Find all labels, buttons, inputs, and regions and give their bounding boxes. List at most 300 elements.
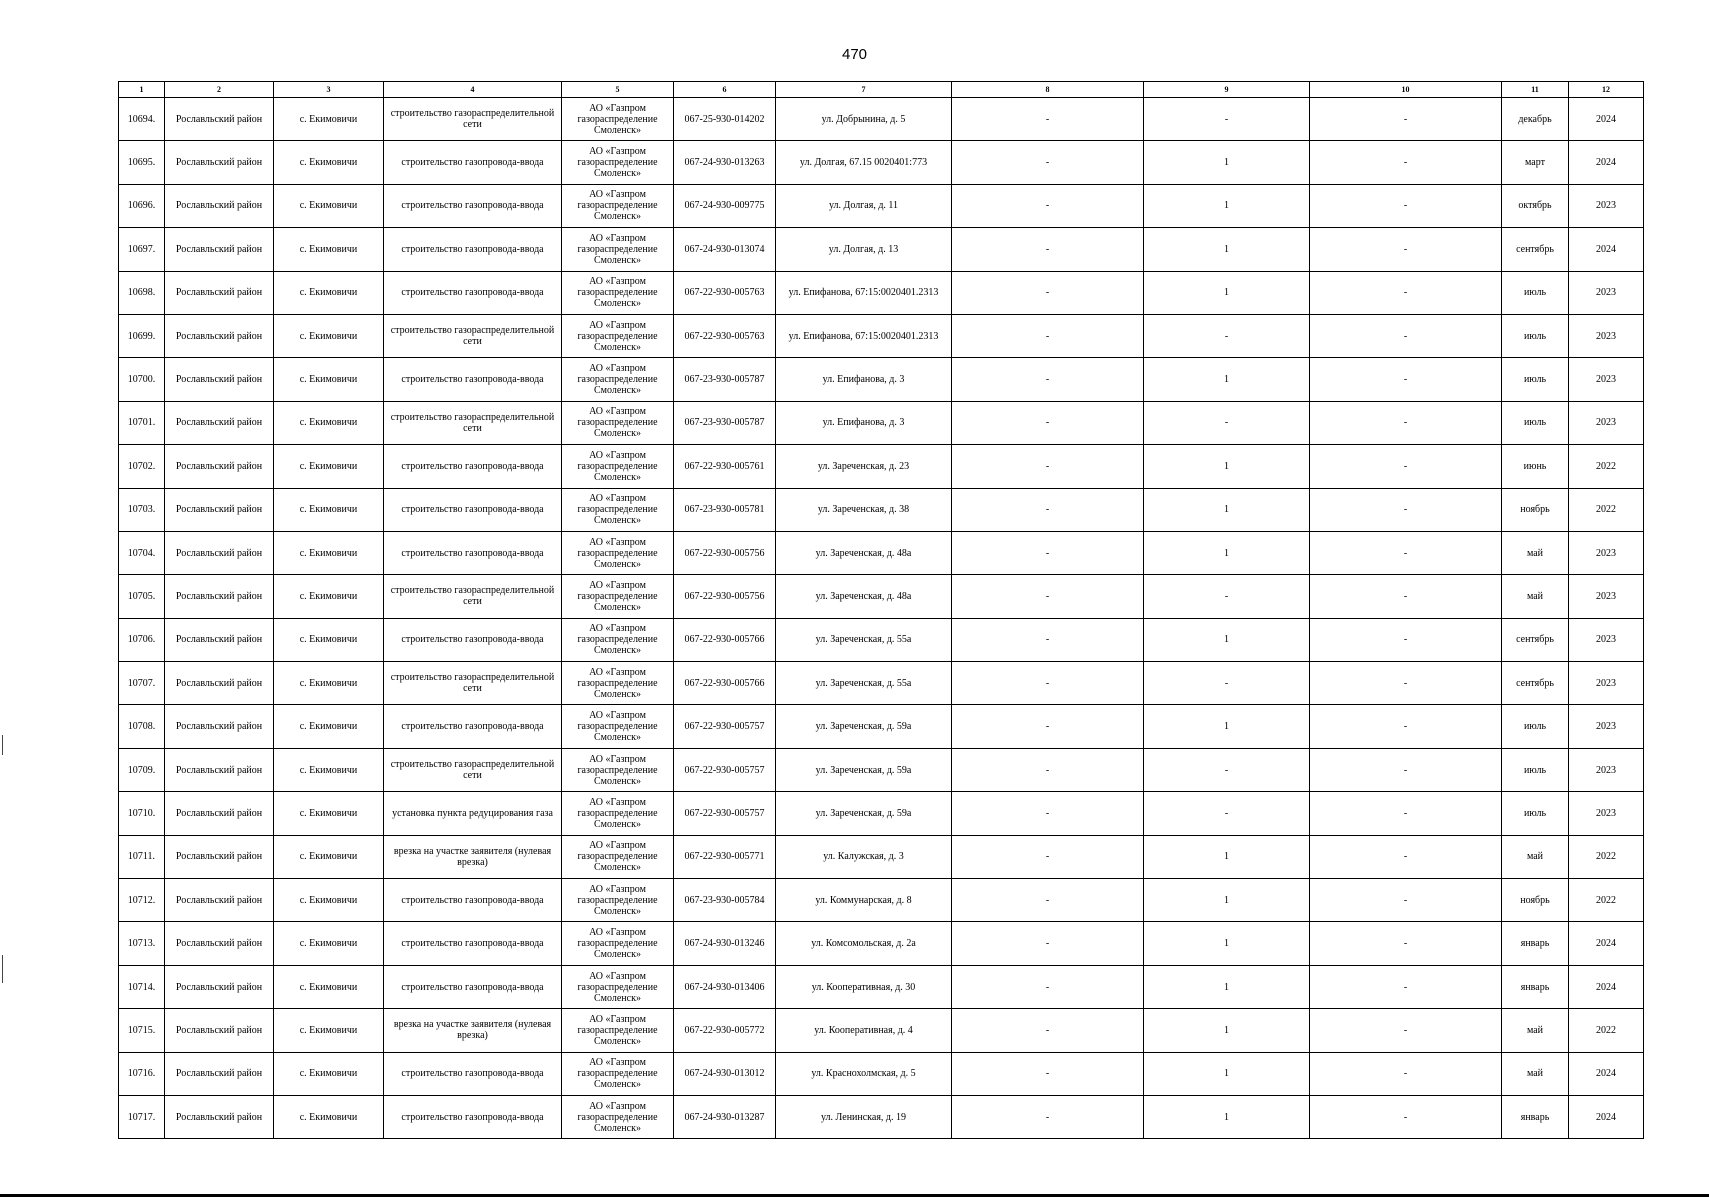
column-10-cell: - (1310, 792, 1502, 835)
work-type-cell: строительство газопровода-ввода (384, 488, 562, 531)
row-number-cell: 10699. (119, 314, 165, 357)
address-cell: ул. Зареченская, д. 59а (776, 705, 952, 748)
column-9-cell: 1 (1144, 445, 1310, 488)
year-cell: 2024 (1569, 922, 1644, 965)
scan-bottom-rule (0, 1194, 1709, 1197)
settlement-cell: с. Екимовичи (274, 228, 384, 271)
column-8-cell: - (952, 271, 1144, 314)
table-row (119, 488, 1644, 531)
district-cell: Рославльский район (165, 358, 274, 401)
address-cell: ул. Долгая, д. 11 (776, 184, 952, 227)
table-row (119, 705, 1644, 748)
month-cell: май (1502, 835, 1569, 878)
organization-cell: АО «Газпром газораспределение Смоленск» (562, 401, 674, 444)
organization-cell: АО «Газпром газораспределение Смоленск» (562, 792, 674, 835)
work-type-cell: строительство газопровода-ввода (384, 141, 562, 184)
column-header-2: 2 (165, 82, 274, 98)
table-row (119, 965, 1644, 1008)
table-row (119, 1009, 1644, 1052)
organization-cell: АО «Газпром газораспределение Смоленск» (562, 965, 674, 1008)
column-8-cell: - (952, 445, 1144, 488)
permit-number-cell: 067-24-930-013287 (674, 1095, 776, 1138)
settlement-cell: с. Екимовичи (274, 358, 384, 401)
month-cell: июль (1502, 358, 1569, 401)
district-cell: Рославльский район (165, 879, 274, 922)
address-cell: ул. Епифанова, д. 3 (776, 401, 952, 444)
address-cell: ул. Зареченская, д. 55а (776, 662, 952, 705)
organization-cell: АО «Газпром газораспределение Смоленск» (562, 141, 674, 184)
work-type-cell: строительство газопровода-ввода (384, 1095, 562, 1138)
column-header-6: 6 (674, 82, 776, 98)
work-type-cell: строительство газораспределительной сети (384, 401, 562, 444)
year-cell: 2023 (1569, 575, 1644, 618)
organization-cell: АО «Газпром газораспределение Смоленск» (562, 618, 674, 661)
work-type-cell: строительство газораспределительной сети (384, 662, 562, 705)
column-8-cell: - (952, 922, 1144, 965)
district-cell: Рославльский район (165, 922, 274, 965)
month-cell: июль (1502, 792, 1569, 835)
permit-number-cell: 067-23-930-005784 (674, 879, 776, 922)
table-row (119, 401, 1644, 444)
work-type-cell: строительство газопровода-ввода (384, 879, 562, 922)
organization-cell: АО «Газпром газораспределение Смоленск» (562, 445, 674, 488)
settlement-cell: с. Екимовичи (274, 314, 384, 357)
organization-cell: АО «Газпром газораспределение Смоленск» (562, 531, 674, 574)
organization-cell: АО «Газпром газораспределение Смоленск» (562, 922, 674, 965)
organization-cell: АО «Газпром газораспределение Смоленск» (562, 488, 674, 531)
table-body (119, 98, 1644, 1139)
column-9-cell: - (1144, 662, 1310, 705)
settlement-cell: с. Екимовичи (274, 618, 384, 661)
table-row (119, 98, 1644, 141)
year-cell: 2023 (1569, 705, 1644, 748)
row-number-cell: 10705. (119, 575, 165, 618)
work-type-cell: строительство газораспределительной сети (384, 314, 562, 357)
row-number-cell: 10711. (119, 835, 165, 878)
column-10-cell: - (1310, 141, 1502, 184)
work-type-cell: строительство газопровода-ввода (384, 445, 562, 488)
year-cell: 2023 (1569, 748, 1644, 791)
month-cell: июль (1502, 314, 1569, 357)
column-9-cell: 1 (1144, 228, 1310, 271)
permit-number-cell: 067-22-930-005763 (674, 314, 776, 357)
column-9-cell: 1 (1144, 271, 1310, 314)
column-8-cell: - (952, 1095, 1144, 1138)
column-8-cell: - (952, 358, 1144, 401)
column-10-cell: - (1310, 835, 1502, 878)
column-9-cell: 1 (1144, 705, 1310, 748)
address-cell: ул. Зареченская, д. 38 (776, 488, 952, 531)
district-cell: Рославльский район (165, 662, 274, 705)
year-cell: 2024 (1569, 1095, 1644, 1138)
row-number-cell: 10710. (119, 792, 165, 835)
year-cell: 2023 (1569, 271, 1644, 314)
settlement-cell: с. Екимовичи (274, 1095, 384, 1138)
address-cell: ул. Долгая, 67.15 0020401:773 (776, 141, 952, 184)
month-cell: июнь (1502, 445, 1569, 488)
month-cell: январь (1502, 1095, 1569, 1138)
table-row (119, 358, 1644, 401)
permit-number-cell: 067-22-930-005771 (674, 835, 776, 878)
settlement-cell: с. Екимовичи (274, 141, 384, 184)
column-10-cell: - (1310, 922, 1502, 965)
address-cell: ул. Калужская, д. 3 (776, 835, 952, 878)
settlement-cell: с. Екимовичи (274, 184, 384, 227)
scan-margin-mark (2, 735, 3, 755)
column-8-cell: - (952, 662, 1144, 705)
address-cell: ул. Зареченская, д. 59а (776, 792, 952, 835)
column-9-cell: 1 (1144, 1009, 1310, 1052)
column-9-cell: - (1144, 98, 1310, 141)
year-cell: 2023 (1569, 792, 1644, 835)
row-number-cell: 10697. (119, 228, 165, 271)
address-cell: ул. Ленинская, д. 19 (776, 1095, 952, 1138)
table-row (119, 445, 1644, 488)
row-number-cell: 10716. (119, 1052, 165, 1095)
settlement-cell: с. Екимовичи (274, 445, 384, 488)
column-10-cell: - (1310, 965, 1502, 1008)
table-row (119, 228, 1644, 271)
column-header-3: 3 (274, 82, 384, 98)
organization-cell: АО «Газпром газораспределение Смоленск» (562, 879, 674, 922)
settlement-cell: с. Екимовичи (274, 1052, 384, 1095)
column-8-cell: - (952, 98, 1144, 141)
permit-number-cell: 067-22-930-005757 (674, 748, 776, 791)
table-row (119, 271, 1644, 314)
settlement-cell: с. Екимовичи (274, 748, 384, 791)
work-type-cell: строительство газопровода-ввода (384, 922, 562, 965)
year-cell: 2024 (1569, 98, 1644, 141)
table-row (119, 618, 1644, 661)
column-8-cell: - (952, 314, 1144, 357)
column-8-cell: - (952, 965, 1144, 1008)
row-number-cell: 10708. (119, 705, 165, 748)
address-cell: ул. Епифанова, 67:15:0020401.2313 (776, 314, 952, 357)
column-8-cell: - (952, 1052, 1144, 1095)
address-cell: ул. Зареченская, д. 59а (776, 748, 952, 791)
address-cell: ул. Зареченская, д. 48а (776, 575, 952, 618)
column-9-cell: 1 (1144, 488, 1310, 531)
column-9-cell: 1 (1144, 1095, 1310, 1138)
permit-number-cell: 067-24-930-013246 (674, 922, 776, 965)
row-number-cell: 10706. (119, 618, 165, 661)
column-9-cell: - (1144, 314, 1310, 357)
settlement-cell: с. Екимовичи (274, 401, 384, 444)
column-8-cell: - (952, 705, 1144, 748)
table-row (119, 792, 1644, 835)
row-number-cell: 10700. (119, 358, 165, 401)
organization-cell: АО «Газпром газораспределение Смоленск» (562, 98, 674, 141)
district-cell: Рославльский район (165, 1095, 274, 1138)
district-cell: Рославльский район (165, 835, 274, 878)
year-cell: 2024 (1569, 965, 1644, 1008)
month-cell: июль (1502, 401, 1569, 444)
organization-cell: АО «Газпром газораспределение Смоленск» (562, 1095, 674, 1138)
work-type-cell: строительство газопровода-ввода (384, 1052, 562, 1095)
work-type-cell: строительство газораспределительной сети (384, 98, 562, 141)
settlement-cell: с. Екимовичи (274, 835, 384, 878)
column-9-cell: 1 (1144, 965, 1310, 1008)
registry-sheet (118, 81, 1643, 1139)
permit-number-cell: 067-22-930-005766 (674, 618, 776, 661)
settlement-cell: с. Екимовичи (274, 662, 384, 705)
month-cell: сентябрь (1502, 662, 1569, 705)
permit-number-cell: 067-24-930-013406 (674, 965, 776, 1008)
year-cell: 2023 (1569, 531, 1644, 574)
month-cell: январь (1502, 965, 1569, 1008)
district-cell: Рославльский район (165, 575, 274, 618)
organization-cell: АО «Газпром газораспределение Смоленск» (562, 835, 674, 878)
permit-number-cell: 067-22-930-005761 (674, 445, 776, 488)
year-cell: 2022 (1569, 488, 1644, 531)
column-8-cell: - (952, 184, 1144, 227)
column-8-cell: - (952, 488, 1144, 531)
settlement-cell: с. Екимовичи (274, 575, 384, 618)
month-cell: май (1502, 575, 1569, 618)
district-cell: Рославльский район (165, 98, 274, 141)
column-number-row (119, 82, 1644, 98)
column-9-cell: 1 (1144, 141, 1310, 184)
district-cell: Рославльский район (165, 965, 274, 1008)
year-cell: 2023 (1569, 358, 1644, 401)
district-cell: Рославльский район (165, 184, 274, 227)
column-8-cell: - (952, 835, 1144, 878)
work-type-cell: строительство газопровода-ввода (384, 228, 562, 271)
permit-number-cell: 067-25-930-014202 (674, 98, 776, 141)
year-cell: 2022 (1569, 1009, 1644, 1052)
organization-cell: АО «Газпром газораспределение Смоленск» (562, 748, 674, 791)
district-cell: Рославльский район (165, 1052, 274, 1095)
district-cell: Рославльский район (165, 618, 274, 661)
row-number-cell: 10709. (119, 748, 165, 791)
year-cell: 2023 (1569, 314, 1644, 357)
month-cell: ноябрь (1502, 488, 1569, 531)
address-cell: ул. Зареченская, д. 55а (776, 618, 952, 661)
table-row (119, 1052, 1644, 1095)
column-10-cell: - (1310, 662, 1502, 705)
column-header-8: 8 (952, 82, 1144, 98)
row-number-cell: 10701. (119, 401, 165, 444)
column-8-cell: - (952, 879, 1144, 922)
row-number-cell: 10702. (119, 445, 165, 488)
year-cell: 2022 (1569, 879, 1644, 922)
settlement-cell: с. Екимовичи (274, 271, 384, 314)
month-cell: сентябрь (1502, 618, 1569, 661)
column-9-cell: - (1144, 575, 1310, 618)
table-row (119, 575, 1644, 618)
page-number: 470 (841, 46, 868, 63)
permit-number-cell: 067-22-930-005756 (674, 575, 776, 618)
row-number-cell: 10695. (119, 141, 165, 184)
registry-table (118, 81, 1644, 1139)
column-9-cell: 1 (1144, 618, 1310, 661)
column-10-cell: - (1310, 705, 1502, 748)
column-10-cell: - (1310, 358, 1502, 401)
column-header-12: 12 (1569, 82, 1644, 98)
column-header-9: 9 (1144, 82, 1310, 98)
row-number-cell: 10704. (119, 531, 165, 574)
month-cell: декабрь (1502, 98, 1569, 141)
permit-number-cell: 067-22-930-005756 (674, 531, 776, 574)
address-cell: ул. Зареченская, д. 48а (776, 531, 952, 574)
row-number-cell: 10703. (119, 488, 165, 531)
table-row (119, 835, 1644, 878)
table-row (119, 141, 1644, 184)
column-8-cell: - (952, 792, 1144, 835)
organization-cell: АО «Газпром газораспределение Смоленск» (562, 1009, 674, 1052)
year-cell: 2022 (1569, 445, 1644, 488)
permit-number-cell: 067-23-930-005787 (674, 358, 776, 401)
work-type-cell: строительство газопровода-ввода (384, 358, 562, 401)
table-row (119, 531, 1644, 574)
column-10-cell: - (1310, 748, 1502, 791)
column-9-cell: - (1144, 401, 1310, 444)
permit-number-cell: 067-22-930-005757 (674, 792, 776, 835)
permit-number-cell: 067-23-930-005787 (674, 401, 776, 444)
district-cell: Рославльский район (165, 401, 274, 444)
month-cell: май (1502, 1009, 1569, 1052)
district-cell: Рославльский район (165, 488, 274, 531)
organization-cell: АО «Газпром газораспределение Смоленск» (562, 662, 674, 705)
work-type-cell: строительство газораспределительной сети (384, 575, 562, 618)
column-10-cell: - (1310, 314, 1502, 357)
permit-number-cell: 067-22-930-005757 (674, 705, 776, 748)
column-8-cell: - (952, 141, 1144, 184)
month-cell: май (1502, 1052, 1569, 1095)
work-type-cell: строительство газопровода-ввода (384, 705, 562, 748)
column-8-cell: - (952, 618, 1144, 661)
month-cell: октябрь (1502, 184, 1569, 227)
month-cell: июль (1502, 748, 1569, 791)
scan-margin-mark (2, 955, 3, 983)
column-10-cell: - (1310, 531, 1502, 574)
table-row (119, 879, 1644, 922)
column-10-cell: - (1310, 1009, 1502, 1052)
table-row (119, 662, 1644, 705)
year-cell: 2024 (1569, 228, 1644, 271)
year-cell: 2023 (1569, 401, 1644, 444)
table-row (119, 184, 1644, 227)
column-8-cell: - (952, 748, 1144, 791)
work-type-cell: строительство газопровода-ввода (384, 531, 562, 574)
year-cell: 2024 (1569, 1052, 1644, 1095)
table-row (119, 314, 1644, 357)
column-10-cell: - (1310, 1052, 1502, 1095)
row-number-cell: 10698. (119, 271, 165, 314)
settlement-cell: с. Екимовичи (274, 531, 384, 574)
work-type-cell: строительство газопровода-ввода (384, 271, 562, 314)
district-cell: Рославльский район (165, 748, 274, 791)
year-cell: 2022 (1569, 835, 1644, 878)
column-10-cell: - (1310, 488, 1502, 531)
column-10-cell: - (1310, 401, 1502, 444)
work-type-cell: строительство газораспределительной сети (384, 748, 562, 791)
settlement-cell: с. Екимовичи (274, 792, 384, 835)
column-9-cell: 1 (1144, 358, 1310, 401)
column-header-4: 4 (384, 82, 562, 98)
work-type-cell: врезка на участке заявителя (нулевая врезка) (384, 1009, 562, 1052)
permit-number-cell: 067-24-930-013012 (674, 1052, 776, 1095)
month-cell: июль (1502, 705, 1569, 748)
column-10-cell: - (1310, 98, 1502, 141)
permit-number-cell: 067-24-930-009775 (674, 184, 776, 227)
column-9-cell: 1 (1144, 184, 1310, 227)
permit-number-cell: 067-24-930-013074 (674, 228, 776, 271)
month-cell: май (1502, 531, 1569, 574)
address-cell: ул. Комсомольская, д. 2а (776, 922, 952, 965)
district-cell: Рославльский район (165, 1009, 274, 1052)
column-header-10: 10 (1310, 82, 1502, 98)
district-cell: Рославльский район (165, 271, 274, 314)
column-header-7: 7 (776, 82, 952, 98)
row-number-cell: 10707. (119, 662, 165, 705)
column-8-cell: - (952, 228, 1144, 271)
address-cell: ул. Зареченская, д. 23 (776, 445, 952, 488)
district-cell: Рославльский район (165, 531, 274, 574)
address-cell: ул. Епифанова, 67:15:0020401.2313 (776, 271, 952, 314)
settlement-cell: с. Екимовичи (274, 705, 384, 748)
column-10-cell: - (1310, 228, 1502, 271)
column-9-cell: 1 (1144, 879, 1310, 922)
organization-cell: АО «Газпром газораспределение Смоленск» (562, 1052, 674, 1095)
work-type-cell: строительство газопровода-ввода (384, 618, 562, 661)
column-10-cell: - (1310, 1095, 1502, 1138)
column-10-cell: - (1310, 879, 1502, 922)
district-cell: Рославльский район (165, 228, 274, 271)
district-cell: Рославльский район (165, 792, 274, 835)
work-type-cell: врезка на участке заявителя (нулевая врезка) (384, 835, 562, 878)
column-header-11: 11 (1502, 82, 1569, 98)
district-cell: Рославльский район (165, 445, 274, 488)
work-type-cell: строительство газопровода-ввода (384, 184, 562, 227)
table-row (119, 748, 1644, 791)
organization-cell: АО «Газпром газораспределение Смоленск» (562, 228, 674, 271)
district-cell: Рославльский район (165, 141, 274, 184)
organization-cell: АО «Газпром газораспределение Смоленск» (562, 358, 674, 401)
address-cell: ул. Кооперативная, д. 4 (776, 1009, 952, 1052)
row-number-cell: 10717. (119, 1095, 165, 1138)
column-10-cell: - (1310, 618, 1502, 661)
column-9-cell: 1 (1144, 531, 1310, 574)
permit-number-cell: 067-22-930-005766 (674, 662, 776, 705)
settlement-cell: с. Екимовичи (274, 922, 384, 965)
column-8-cell: - (952, 575, 1144, 618)
year-cell: 2024 (1569, 141, 1644, 184)
column-8-cell: - (952, 1009, 1144, 1052)
table-row (119, 1095, 1644, 1138)
column-10-cell: - (1310, 271, 1502, 314)
address-cell: ул. Краснохолмская, д. 5 (776, 1052, 952, 1095)
column-10-cell: - (1310, 184, 1502, 227)
organization-cell: АО «Газпром газораспределение Смоленск» (562, 271, 674, 314)
settlement-cell: с. Екимовичи (274, 488, 384, 531)
work-type-cell: строительство газопровода-ввода (384, 965, 562, 1008)
month-cell: ноябрь (1502, 879, 1569, 922)
district-cell: Рославльский район (165, 705, 274, 748)
permit-number-cell: 067-22-930-005763 (674, 271, 776, 314)
column-8-cell: - (952, 531, 1144, 574)
organization-cell: АО «Газпром газораспределение Смоленск» (562, 314, 674, 357)
row-number-cell: 10714. (119, 965, 165, 1008)
year-cell: 2023 (1569, 662, 1644, 705)
permit-number-cell: 067-22-930-005772 (674, 1009, 776, 1052)
settlement-cell: с. Екимовичи (274, 879, 384, 922)
row-number-cell: 10694. (119, 98, 165, 141)
row-number-cell: 10713. (119, 922, 165, 965)
column-header-1: 1 (119, 82, 165, 98)
work-type-cell: установка пункта редуцирования газа (384, 792, 562, 835)
address-cell: ул. Добрынина, д. 5 (776, 98, 952, 141)
